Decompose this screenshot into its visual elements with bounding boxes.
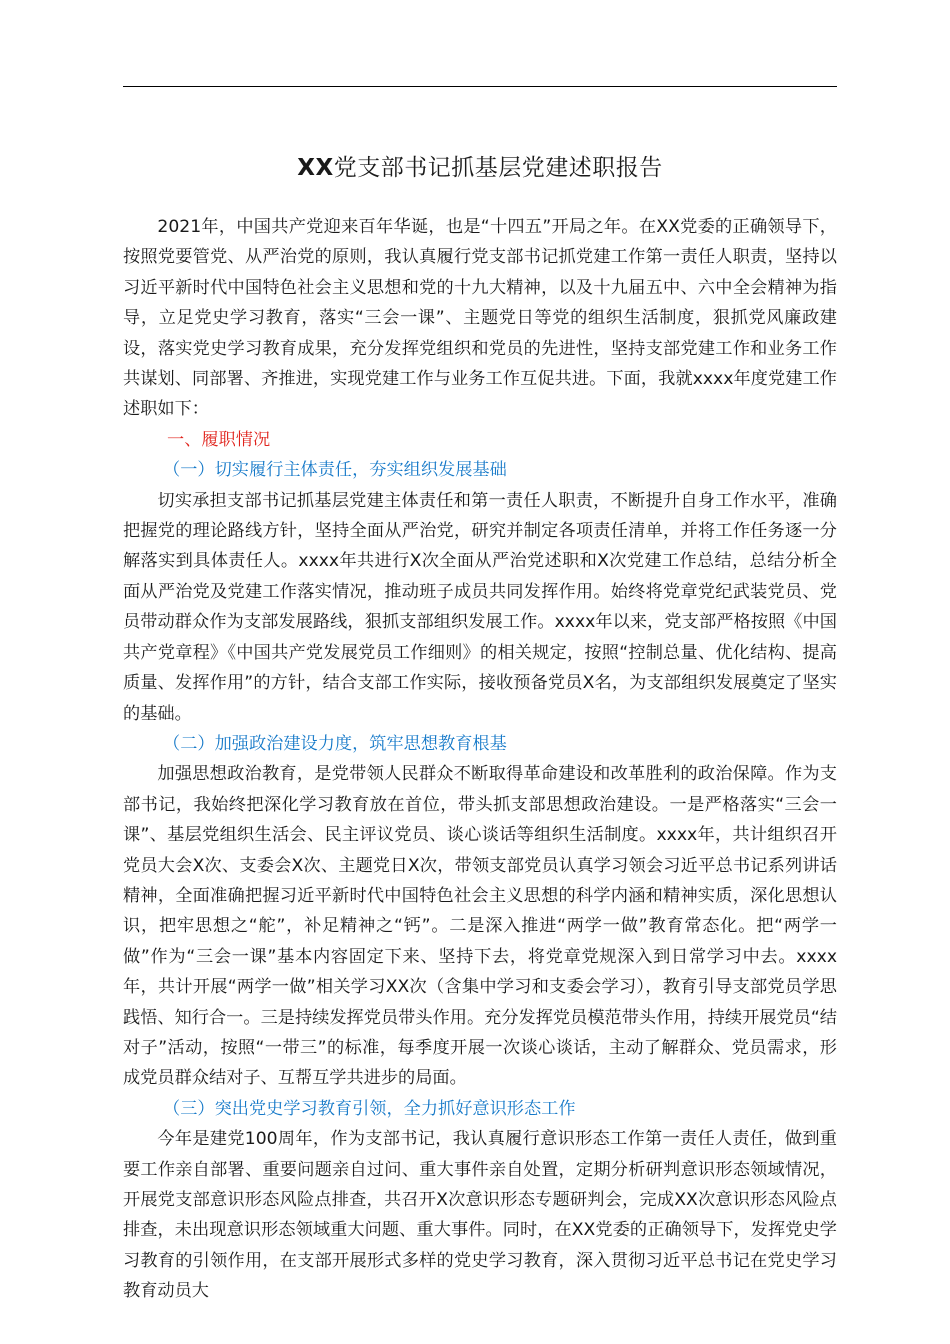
header-rule: [123, 86, 837, 87]
subsection-heading-3: （三）突出党史学习教育引领，全力抓好意识形态工作: [163, 1098, 576, 1119]
subsection-heading-1: （一）切实履行主体责任，夯实组织发展基础: [163, 460, 507, 481]
title-text: 党支部书记抓基层党建述职报告: [333, 155, 663, 181]
subsection-heading-2: （二）加强政治建设力度，筑牢思想教育根基: [163, 733, 507, 754]
title-prefix: XX: [297, 155, 334, 181]
subsection-paragraph-1: 切实承担支部书记抓基层党建主体责任和第一责任人职责，不断提升自身工作水平，准确把握党的理论路线方针，坚持全面从严治党，研究并制定各项责任清单，并将工作任务逐一分解落实到具体责任人。xxxx年共进行X次全面从严治党述职和X次党建工作总结，总结分析全面从严治党及党建工作落实情况，推动班子成员共同发挥作用。始终将党章党纪武装党员、党员带动群众作为支部发展路线，狠抓支部组织发展工作。xxxx年以来，党支部严格按照《中国共产党章程》《中国共产党发展党员工作细则》的相关规定，按照“控制总量、优化结构、提高质量、发挥作用”的方针，结合支部工作实际，接收预备党员X名，为支部组织发展奠定了坚实的基础。: [123, 490, 837, 724]
document-body: [123, 212, 837, 1307]
subsection-paragraph-2: 加强思想政治教育，是党带领人民群众不断取得革命建设和改革胜利的政治保障。作为支部书记，我始终把深化学习教育放在首位，带头抓支部思想政治建设。一是严格落实“三会一课”、基层党组织生活会、民主评议党员、谈心谈话等组织生活制度。xxxx年，共计组织召开党员大会X次、支委会X次、主题党日X次，带领支部党员认真学习领会习近平总书记系列讲话精神，全面准确把握习近平新时代中国特色社会主义思想的科学内涵和精神实质，深化思想认识，把牢思想之“舵”，补足精神之“钙”。二是深入推进“两学一做”教育常态化。把“两学一做”作为“三会一课”基本内容固定下来、坚持下去，将党章党规深入到日常学习中去。xxxx年，共计开展“两学一做”相关学习XX次（含集中学习和支委会学习），教育引导支部党员学思践悟、知行合一。三是持续发挥党员带头作用。充分发挥党员模范带头作用，持续开展党员“结对子”活动，按照“一带三”的标准，每季度开展一次谈心谈话，主动了解群众、党员需求，形成党员群众结对子、互帮互学共进步的局面。: [123, 764, 837, 1089]
section-heading-1: 一、履职情况: [167, 429, 271, 450]
intro-paragraph: 2021年，中国共产党迎来百年华诞，也是“十四五”开局之年。在XX党委的正确领导下，按照党要管党、从严治党的原则，我认真履行党支部书记抓党建工作第一责任人职责，坚持以习近平新时代中国特色社会主义思想和党的十九大精神，以及十九届五中、六中全会精神为指导，立足党史学习教育，落实“三会一课”、主题党日等党的组织生活制度，狠抓党风廉政建设，落实党史学习教育成果，充分发挥党组织和党员的先进性，坚持支部党建工作和业务工作共谋划、同部署、齐推进，实现党建工作与业务工作互促共进。下面，我就xxxx年度党建工作述职如下：: [123, 217, 837, 420]
subsection-paragraph-3: 今年是建党100周年，作为支部书记，我认真履行意识形态工作第一责任人责任，做到重要工作亲自部署、重要问题亲自过问、重大事件亲自处置，定期分析研判意识形态领域情况，开展党支部意识形态风险点排查，共召开X次意识形态专题研判会，完成XX次意识形态风险点排查，未出现意识形态领域重大问题、重大事件。同时，在XX党委的正确领导下，发挥党史学习教育的引领作用，在支部开展形式多样的党史学习教育，深入贯彻习近平总书记在党史学习教育动员大: [123, 1129, 837, 1302]
document-title: [123, 150, 837, 186]
